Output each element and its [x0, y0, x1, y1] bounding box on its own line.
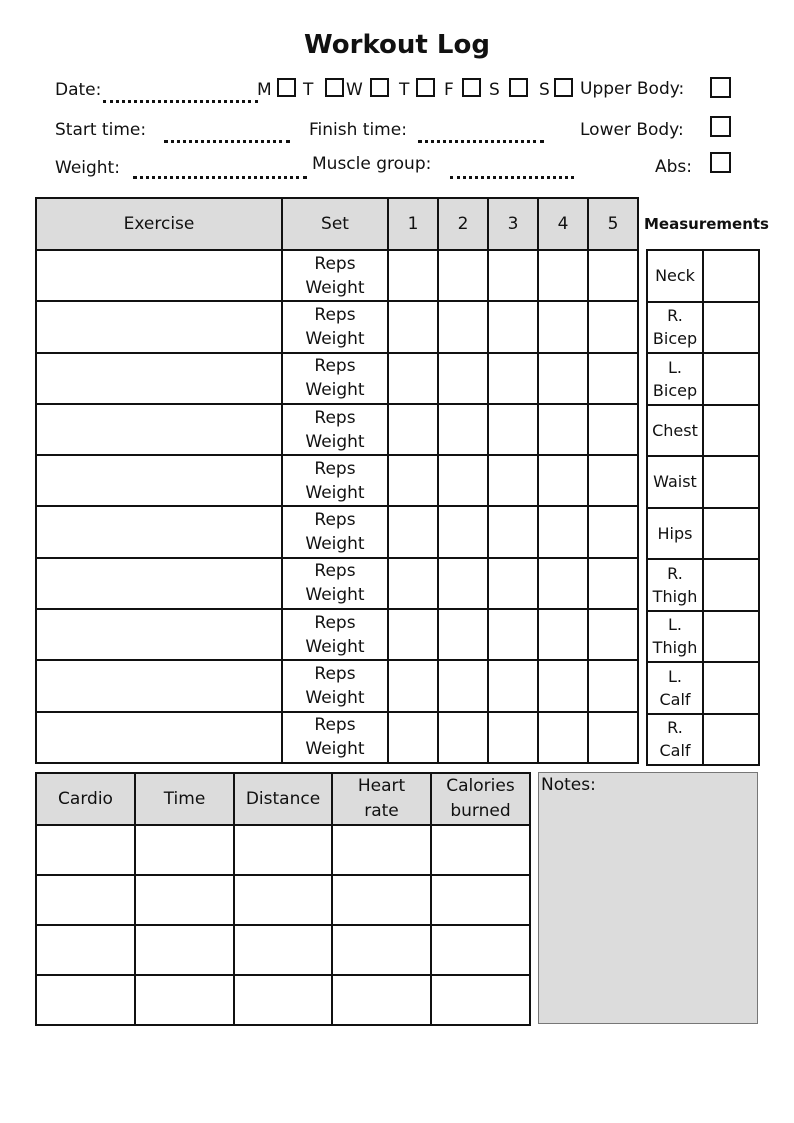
weight-label: Weight	[305, 431, 365, 452]
measurement-row	[647, 250, 759, 302]
muscle-group-field[interactable]	[450, 176, 574, 179]
cardio-cell[interactable]	[332, 825, 431, 875]
muscle-group-label: Muscle group:	[312, 154, 432, 174]
set-4-cell[interactable]	[538, 558, 588, 609]
set-2-cell[interactable]	[438, 455, 488, 506]
set-1-header: 1	[388, 198, 438, 250]
measurement-label-line: Calf	[659, 689, 691, 709]
cardio-header	[36, 773, 135, 825]
set-2-cell[interactable]	[438, 301, 488, 352]
checkbox-sat[interactable]	[509, 78, 528, 97]
measurements-table	[646, 249, 760, 766]
set-3-cell[interactable]	[488, 712, 538, 763]
notes-label: Notes:	[541, 775, 596, 795]
table-row	[36, 455, 638, 506]
measurement-value-cell[interactable]	[703, 250, 759, 302]
cardio-cell[interactable]	[135, 825, 234, 875]
set-label-cell	[282, 455, 388, 506]
set-5-cell[interactable]	[588, 455, 638, 506]
set-5-cell[interactable]	[588, 712, 638, 763]
measurement-row	[647, 662, 759, 714]
lower-body-checkbox[interactable]	[710, 116, 731, 137]
set-label-cell	[282, 250, 388, 301]
measurement-value-cell[interactable]	[703, 456, 759, 508]
set-2-cell[interactable]	[438, 609, 488, 660]
set-5-cell[interactable]	[588, 506, 638, 557]
cardio-cell[interactable]	[135, 975, 234, 1025]
cardio-header-line: Time	[163, 788, 206, 809]
weight-label: Weight	[305, 380, 365, 401]
measurement-value-cell[interactable]	[703, 714, 759, 766]
day-letter-wed: W	[346, 80, 363, 100]
cardio-header-line: Calories	[446, 776, 515, 796]
cardio-cell[interactable]	[135, 875, 234, 925]
day-letter-sat: S	[489, 80, 500, 100]
set-2-cell[interactable]	[438, 250, 488, 301]
measurement-label	[647, 353, 703, 405]
weight-label: Weight	[305, 534, 365, 555]
reps-label: Reps	[314, 612, 356, 633]
cardio-cell[interactable]	[332, 925, 431, 975]
table-row	[36, 609, 638, 660]
set-3-cell[interactable]	[488, 250, 538, 301]
cardio-cell[interactable]	[431, 925, 530, 975]
set-4-header: 4	[538, 198, 588, 250]
measurement-value-cell[interactable]	[703, 353, 759, 405]
reps-label: Reps	[314, 458, 356, 479]
reps-label: Reps	[314, 304, 356, 325]
checkbox-thu[interactable]	[416, 78, 435, 97]
measurement-label-line: Waist	[653, 472, 697, 492]
start-time-label: Start time:	[55, 120, 147, 140]
cardio-header-line: Heart	[357, 776, 406, 796]
measurement-value-cell[interactable]	[703, 662, 759, 714]
reps-label: Reps	[314, 356, 356, 377]
reps-label: Reps	[314, 561, 356, 582]
date-label: Date:	[55, 80, 102, 100]
measurement-value-cell[interactable]	[703, 302, 759, 354]
checkbox-wed[interactable]	[370, 78, 389, 97]
checkbox-fri[interactable]	[462, 78, 481, 97]
measurement-row	[647, 714, 759, 766]
set-label-cell	[282, 558, 388, 609]
weight-label: Weight:	[55, 158, 120, 178]
set-3-header: 3	[488, 198, 538, 250]
table-row	[36, 558, 638, 609]
set-2-cell[interactable]	[438, 404, 488, 455]
set-3-cell[interactable]	[488, 660, 538, 711]
set-label-cell	[282, 609, 388, 660]
measurements-title: Measurements	[644, 215, 769, 233]
set-4-cell[interactable]	[538, 609, 588, 660]
weight-label: Weight	[305, 636, 365, 657]
set-1-cell[interactable]	[388, 506, 438, 557]
exercise-name-cell[interactable]	[36, 404, 282, 455]
set-5-cell[interactable]	[588, 558, 638, 609]
set-label-cell	[282, 301, 388, 352]
set-3-cell[interactable]	[488, 301, 538, 352]
cardio-cell[interactable]	[234, 925, 332, 975]
set-label-cell	[282, 712, 388, 763]
set-1-cell[interactable]	[388, 558, 438, 609]
weight-label: Weight	[305, 482, 365, 503]
measurement-label-line: Calf	[659, 741, 691, 761]
set-label-cell	[282, 404, 388, 455]
heart-rate-header	[332, 773, 431, 825]
set-label-cell	[282, 506, 388, 557]
set-header: Set	[282, 198, 388, 250]
exercise-name-cell[interactable]	[36, 609, 282, 660]
set-4-cell[interactable]	[538, 455, 588, 506]
measurement-label-line: R.	[667, 563, 683, 583]
set-4-cell[interactable]	[538, 250, 588, 301]
set-label-cell	[282, 353, 388, 404]
abs-checkbox[interactable]	[710, 152, 731, 173]
exercise-name-cell[interactable]	[36, 353, 282, 404]
exercise-header-row	[36, 198, 638, 250]
upper-body-label: Upper Body:	[580, 79, 685, 99]
set-1-cell[interactable]	[388, 301, 438, 352]
set-2-cell[interactable]	[438, 353, 488, 404]
measurement-row	[647, 405, 759, 457]
weight-label: Weight	[305, 328, 365, 349]
distance-header	[234, 773, 332, 825]
measurement-label-line: R.	[667, 306, 683, 326]
cardio-cell[interactable]	[431, 875, 530, 925]
table-row	[36, 506, 638, 557]
set-3-cell[interactable]	[488, 506, 538, 557]
measurement-label-line: L.	[668, 615, 682, 635]
measurement-value-cell[interactable]	[703, 508, 759, 560]
cardio-cell[interactable]	[234, 825, 332, 875]
measurement-label-line: L.	[668, 357, 682, 377]
set-3-cell[interactable]	[488, 353, 538, 404]
cardio-cell[interactable]	[234, 975, 332, 1025]
measurement-value-cell[interactable]	[703, 611, 759, 663]
weight-field[interactable]	[133, 176, 307, 179]
set-4-cell[interactable]	[538, 660, 588, 711]
cardio-cell[interactable]	[36, 975, 135, 1025]
set-4-cell[interactable]	[538, 301, 588, 352]
set-2-cell[interactable]	[438, 712, 488, 763]
cardio-cell[interactable]	[234, 875, 332, 925]
upper-body-checkbox[interactable]	[710, 77, 731, 98]
measurement-label	[647, 662, 703, 714]
measurement-label	[647, 456, 703, 508]
cardio-header-line: rate	[364, 801, 399, 821]
measurement-label-line: Hips	[657, 523, 693, 543]
measurement-row	[647, 353, 759, 405]
measurement-label-line: Thigh	[652, 586, 698, 606]
abs-label: Abs:	[655, 157, 693, 177]
measurement-label-line: Bicep	[652, 380, 698, 400]
finish-time-label: Finish time:	[309, 120, 407, 140]
weight-label: Weight	[305, 585, 365, 606]
measurement-label	[647, 302, 703, 354]
cardio-cell[interactable]	[332, 875, 431, 925]
set-1-cell[interactable]	[388, 404, 438, 455]
measurement-row	[647, 508, 759, 560]
checkbox-tue[interactable]	[325, 78, 344, 97]
set-5-cell[interactable]	[588, 609, 638, 660]
exercise-name-cell[interactable]	[36, 301, 282, 352]
measurement-value-cell[interactable]	[703, 559, 759, 611]
set-4-cell[interactable]	[538, 506, 588, 557]
cardio-row	[36, 825, 530, 875]
reps-label: Reps	[314, 407, 356, 428]
set-4-cell[interactable]	[538, 353, 588, 404]
reps-label: Reps	[314, 715, 356, 736]
date-field[interactable]	[103, 100, 258, 103]
table-row	[36, 660, 638, 711]
measurement-row	[647, 559, 759, 611]
set-3-cell[interactable]	[488, 609, 538, 660]
set-5-cell[interactable]	[588, 301, 638, 352]
set-1-cell[interactable]	[388, 609, 438, 660]
notes-box[interactable]	[538, 772, 758, 1024]
measurement-label-line: Bicep	[652, 329, 698, 349]
measurement-label-line: Neck	[655, 266, 695, 286]
cardio-table	[35, 772, 531, 1026]
lower-body-label: Lower Body:	[580, 120, 684, 140]
set-1-cell[interactable]	[388, 353, 438, 404]
cardio-cell[interactable]	[36, 925, 135, 975]
page-title: Workout Log	[304, 30, 490, 60]
checkbox-sun[interactable]	[554, 78, 573, 97]
set-5-cell[interactable]	[588, 660, 638, 711]
cardio-cell[interactable]	[36, 825, 135, 875]
table-row	[36, 404, 638, 455]
set-4-cell[interactable]	[538, 404, 588, 455]
set-3-cell[interactable]	[488, 404, 538, 455]
day-letter-mon: M	[257, 80, 272, 100]
measurement-label	[647, 714, 703, 766]
exercise-name-cell[interactable]	[36, 250, 282, 301]
exercise-name-cell[interactable]	[36, 506, 282, 557]
exercise-name-cell[interactable]	[36, 660, 282, 711]
measurement-label	[647, 250, 703, 302]
table-row	[36, 250, 638, 301]
finish-time-field[interactable]	[418, 140, 544, 143]
set-1-cell[interactable]	[388, 250, 438, 301]
measurement-label	[647, 508, 703, 560]
set-2-cell[interactable]	[438, 506, 488, 557]
set-5-cell[interactable]	[588, 353, 638, 404]
measurement-label	[647, 559, 703, 611]
cardio-cell[interactable]	[36, 875, 135, 925]
set-5-header: 5	[588, 198, 638, 250]
start-time-field[interactable]	[164, 140, 290, 143]
measurement-label-line: L.	[668, 666, 682, 686]
set-2-header: 2	[438, 198, 488, 250]
cardio-cell[interactable]	[332, 975, 431, 1025]
measurement-label-line: Chest	[652, 420, 698, 440]
reps-label: Reps	[314, 253, 356, 274]
exercise-name-cell[interactable]	[36, 712, 282, 763]
set-4-cell[interactable]	[538, 712, 588, 763]
set-5-cell[interactable]	[588, 404, 638, 455]
set-1-cell[interactable]	[388, 660, 438, 711]
cardio-header-line: Cardio	[58, 788, 113, 809]
cardio-cell[interactable]	[431, 825, 530, 875]
exercise-header: Exercise	[36, 198, 282, 250]
table-row	[36, 301, 638, 352]
set-3-cell[interactable]	[488, 558, 538, 609]
weight-label: Weight	[305, 277, 365, 298]
weight-label: Weight	[305, 739, 365, 760]
set-5-cell[interactable]	[588, 250, 638, 301]
cardio-row	[36, 925, 530, 975]
cardio-row	[36, 875, 530, 925]
measurement-label	[647, 405, 703, 457]
set-1-cell[interactable]	[388, 455, 438, 506]
day-letter-thu: T	[399, 80, 410, 100]
weight-label: Weight	[305, 688, 365, 709]
calories-burned-header	[431, 773, 530, 825]
checkbox-mon[interactable]	[277, 78, 296, 97]
measurement-row	[647, 302, 759, 354]
reps-label: Reps	[314, 510, 356, 531]
set-2-cell[interactable]	[438, 660, 488, 711]
reps-label: Reps	[314, 664, 356, 685]
measurement-value-cell[interactable]	[703, 405, 759, 457]
measurement-row	[647, 456, 759, 508]
exercise-name-cell[interactable]	[36, 558, 282, 609]
exercise-table	[35, 197, 639, 764]
set-label-cell	[282, 660, 388, 711]
cardio-row	[36, 975, 530, 1025]
table-row	[36, 712, 638, 763]
cardio-header-line: burned	[450, 801, 511, 821]
set-1-cell[interactable]	[388, 712, 438, 763]
cardio-cell[interactable]	[135, 925, 234, 975]
day-letter-fri: F	[444, 80, 454, 100]
cardio-header-row	[36, 773, 530, 825]
cardio-cell[interactable]	[431, 975, 530, 1025]
day-letter-sun: S	[539, 80, 550, 100]
day-letter-tue: T	[303, 80, 314, 100]
measurement-row	[647, 611, 759, 663]
set-3-cell[interactable]	[488, 455, 538, 506]
measurement-label-line: Thigh	[652, 638, 698, 658]
exercise-name-cell[interactable]	[36, 455, 282, 506]
cardio-header-line: Distance	[245, 788, 321, 809]
time-header	[135, 773, 234, 825]
measurement-label-line: R.	[667, 718, 683, 738]
set-2-cell[interactable]	[438, 558, 488, 609]
table-row	[36, 353, 638, 404]
measurement-label	[647, 611, 703, 663]
